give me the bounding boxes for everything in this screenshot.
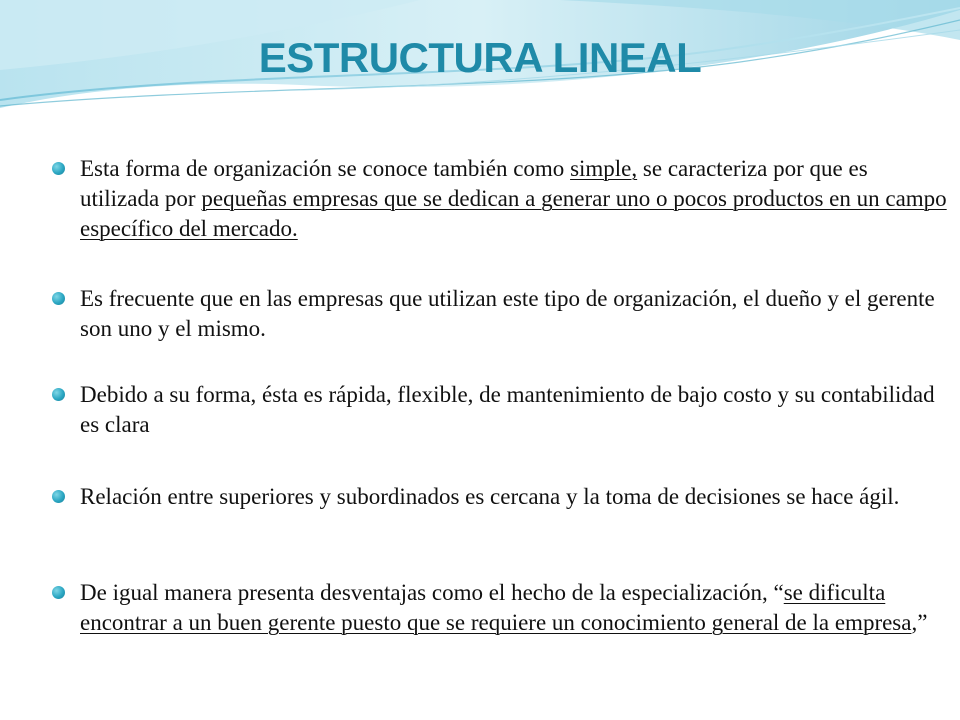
bullet-icon bbox=[52, 388, 65, 401]
bullet-text: Relación entre superiores y subordinados es cercana y la toma de decisiones se hace ágil. bbox=[80, 484, 900, 509]
bullet-icon bbox=[52, 162, 65, 175]
bullet-item bbox=[52, 380, 952, 440]
bullet-text: Debido a su forma, ésta es rápida, flexible, de mantenimiento de bajo costo y su contabilidad es clara bbox=[80, 382, 935, 437]
bullet-text bbox=[80, 578, 952, 638]
bullet-text-segment: se caracteriza por que es utilizada por bbox=[80, 156, 868, 211]
bullet-item bbox=[52, 284, 952, 344]
bullet-text-segment: Esta forma de organización se conoce también como bbox=[80, 156, 571, 181]
bullet-icon bbox=[52, 586, 65, 599]
underlined-term: simple, bbox=[570, 156, 638, 181]
underlined-phrase: se dificulta encontrar a un buen gerente puesto que se requiere un conocimiento general de la empresa bbox=[80, 580, 912, 635]
bullet-item bbox=[52, 482, 952, 512]
slide-title: ESTRUCTURA LINEAL bbox=[258, 34, 702, 81]
bullet-text-segment: ,” bbox=[911, 610, 928, 635]
underlined-phrase: pequeñas empresas que se dedican a generar uno o pocos productos en un campo específico del mercado. bbox=[80, 186, 947, 241]
bullet-icon bbox=[52, 490, 65, 503]
bullet-item bbox=[52, 154, 952, 244]
bullet-text-segment: De igual manera presenta desventajas como el hecho de la especialización, “ bbox=[80, 580, 784, 605]
bullet-item bbox=[52, 578, 952, 638]
bullet-text: Es frecuente que en las empresas que utilizan este tipo de organización, el dueño y el gerente son uno y el mismo. bbox=[80, 286, 935, 341]
bullet-text bbox=[80, 154, 952, 244]
bullet-icon bbox=[52, 292, 65, 305]
